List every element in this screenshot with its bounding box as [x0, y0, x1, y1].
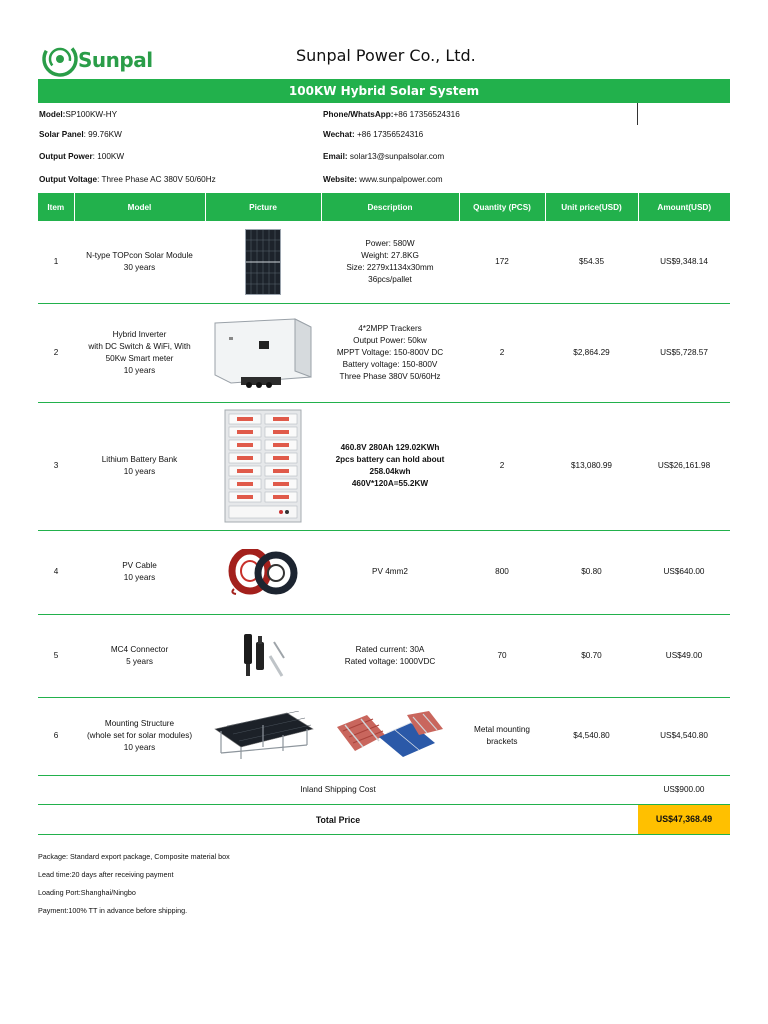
note-package: Package: Standard export package, Composite material box: [38, 852, 230, 861]
description-line: 4*2MPP Trackers: [358, 323, 422, 333]
amount-cell: US$640.00: [638, 530, 730, 614]
header-item: Item: [38, 193, 74, 221]
quantity-cell: 2: [459, 402, 545, 530]
output-voltage-label: Output Voltage: [39, 175, 98, 184]
note-loading-port: Loading Port:Shanghai/Ningbo: [38, 888, 136, 897]
table-row: [38, 530, 730, 614]
wechat-info: [323, 130, 423, 140]
item-number: 5: [38, 614, 74, 697]
model-line: (whole set for solar modules): [86, 731, 193, 740]
model-line: 30 years: [123, 262, 156, 272]
unit-price-cell: $54.35: [545, 221, 638, 303]
quote-title-banner: 100KW Hybrid Solar System: [38, 79, 730, 103]
table-row: [38, 614, 730, 697]
wechat-value: +86 17356524316: [354, 130, 424, 139]
phone-label: Phone/WhatsApp:: [323, 110, 394, 119]
description-line: Power: 580W: [365, 238, 415, 248]
shipping-value: US$900.00: [663, 785, 705, 794]
picture-cell: [205, 221, 321, 303]
picture-cell: [205, 530, 321, 614]
note-payment: Payment:100% TT in advance before shipping.: [38, 906, 188, 915]
picture-cell: [205, 303, 321, 402]
company-name: Sunpal Power Co., Ltd.: [296, 46, 476, 65]
unit-price-cell: $0.70: [545, 614, 638, 697]
website-info: [323, 175, 443, 185]
shipping-label: Inland Shipping Cost: [300, 785, 376, 794]
table-row: [38, 402, 730, 530]
description-cell: [321, 221, 459, 303]
quantity-cell: [459, 697, 545, 775]
model-line: 10 years: [123, 573, 156, 582]
header-model: Model: [74, 193, 205, 221]
description-line: 460V*120A=55.2KW: [351, 479, 429, 488]
description-cell: PV 4mm2: [321, 530, 459, 614]
model-cell: [74, 530, 205, 614]
description-line: 2pcs battery can hold about: [335, 455, 445, 464]
description-cell: [321, 303, 459, 402]
quantity-cell: 172: [459, 221, 545, 303]
mounting-structure-icon: [207, 711, 457, 761]
description-cell: [321, 402, 459, 530]
item-number: 4: [38, 530, 74, 614]
quotation-table: [38, 193, 730, 776]
output-voltage-value: : Three Phase AC 380V 50/60Hz: [97, 175, 216, 184]
solar-panel-icon: [245, 229, 281, 295]
email-label: Email:: [323, 152, 348, 161]
item-number: 3: [38, 402, 74, 530]
description-line: 36pcs/pallet: [368, 274, 412, 284]
table-header-row: [38, 193, 730, 221]
unit-price-cell: $2,864.29: [545, 303, 638, 402]
model-line: with DC Switch & WiFi, With: [88, 341, 191, 351]
description-line: Battery voltage: 150-800V: [342, 359, 438, 369]
output-power-info: [39, 152, 124, 162]
model-line: 10 years: [123, 365, 156, 375]
model-line: 5 years: [126, 656, 153, 666]
model-cell: [74, 303, 205, 402]
quantity-cell: 70: [459, 614, 545, 697]
total-label: Total Price: [315, 815, 361, 825]
model-cell: [74, 402, 205, 530]
description-line: Weight: 27.8KG: [361, 250, 419, 260]
model-line: Mounting Structure: [104, 719, 175, 728]
description-line: Size: 2279x1134x30mm: [346, 262, 434, 272]
description-cell: [321, 614, 459, 697]
table-row: [38, 221, 730, 303]
description-line: 258.04kwh: [369, 467, 411, 476]
unit-price-cell: $4,540.80: [545, 697, 638, 775]
model-line: N-type TOPcon Solar Module: [86, 250, 193, 260]
logo-text: Sunpal: [78, 48, 153, 72]
quantity-cell: 2: [459, 303, 545, 402]
model-cell: [74, 614, 205, 697]
quantity-cell: 800: [459, 530, 545, 614]
description-line: brackets: [486, 737, 518, 746]
picture-cell: [205, 402, 321, 530]
table-row: [38, 303, 730, 402]
unit-price-cell: $0.80: [545, 530, 638, 614]
model-info: [39, 110, 117, 120]
header-unit-price: Unit price(USD): [545, 193, 638, 221]
solar-panel-label: Solar Panel: [39, 130, 84, 139]
amount-cell: US$49.00: [638, 614, 730, 697]
website-label: Website:: [323, 175, 357, 184]
description-line: 460.8V 280Ah 129.02KWh: [340, 443, 440, 452]
header-quantity: Quantity (PCS): [459, 193, 545, 221]
model-line: 10 years: [123, 743, 156, 752]
amount-cell: US$26,161.98: [638, 402, 730, 530]
model-cell: [74, 697, 205, 775]
cable-reel-icon: [228, 549, 298, 595]
wechat-label: Wechat:: [323, 130, 355, 139]
note-lead-time: Lead time:20 days after receiving payment: [38, 870, 174, 879]
picture-cell: [205, 614, 321, 697]
divider-line: [637, 103, 638, 125]
model-line: PV Cable: [122, 561, 157, 570]
output-power-label: Output Power: [39, 152, 93, 161]
header-description: Description: [321, 193, 459, 221]
inverter-icon: [211, 317, 315, 389]
battery-rack-icon: [223, 409, 303, 523]
unit-price-cell: $13,080.99: [545, 402, 638, 530]
output-power-value: : 100KW: [92, 152, 125, 161]
total-value: US$47,368.49: [638, 805, 730, 834]
table-row: [38, 697, 730, 775]
item-number: 1: [38, 221, 74, 303]
description-line: Rated voltage: 1000VDC: [344, 656, 436, 666]
item-number: 6: [38, 697, 74, 775]
model-line: 50Kw Smart meter: [105, 353, 174, 363]
email-info: [323, 152, 444, 162]
description-line: Output Power: 50kw: [353, 335, 427, 345]
amount-cell: US$5,728.57: [638, 303, 730, 402]
total-row: [38, 805, 730, 835]
description-line: Three Phase 380V 50/60Hz: [339, 371, 441, 381]
model-cell: [74, 221, 205, 303]
email-value[interactable]: solar13@sunpalsolar.com: [347, 152, 445, 161]
description-line: Metal mounting: [474, 725, 530, 734]
solar-panel-value: : 99.76KW: [83, 130, 122, 139]
model-line: MC4 Connector: [110, 644, 169, 654]
model-line: Lithium Battery Bank: [101, 455, 178, 464]
model-line: Hybrid Inverter: [112, 329, 167, 339]
mc4-connector-icon: [238, 632, 288, 680]
picture-cell: [205, 697, 459, 775]
header-amount: Amount(USD): [638, 193, 730, 221]
output-voltage-info: [39, 175, 216, 185]
website-value[interactable]: www.sunpalpower.com: [356, 175, 443, 184]
shipping-row: [38, 776, 730, 805]
description-line: Rated current: 30A: [355, 644, 425, 654]
phone-value: +86 17356524316: [393, 110, 460, 119]
amount-cell: US$4,540.80: [638, 697, 730, 775]
item-number: 2: [38, 303, 74, 402]
description-line: MPPT Voltage: 150-800V DC: [336, 347, 444, 357]
model-line: 10 years: [123, 467, 156, 476]
model-value: SP100KW-HY: [65, 110, 118, 119]
model-label: Model:: [39, 110, 66, 119]
amount-cell: US$9,348.14: [638, 221, 730, 303]
header-picture: Picture: [205, 193, 321, 221]
phone-info: [323, 110, 460, 120]
solar-panel-info: [39, 130, 122, 140]
